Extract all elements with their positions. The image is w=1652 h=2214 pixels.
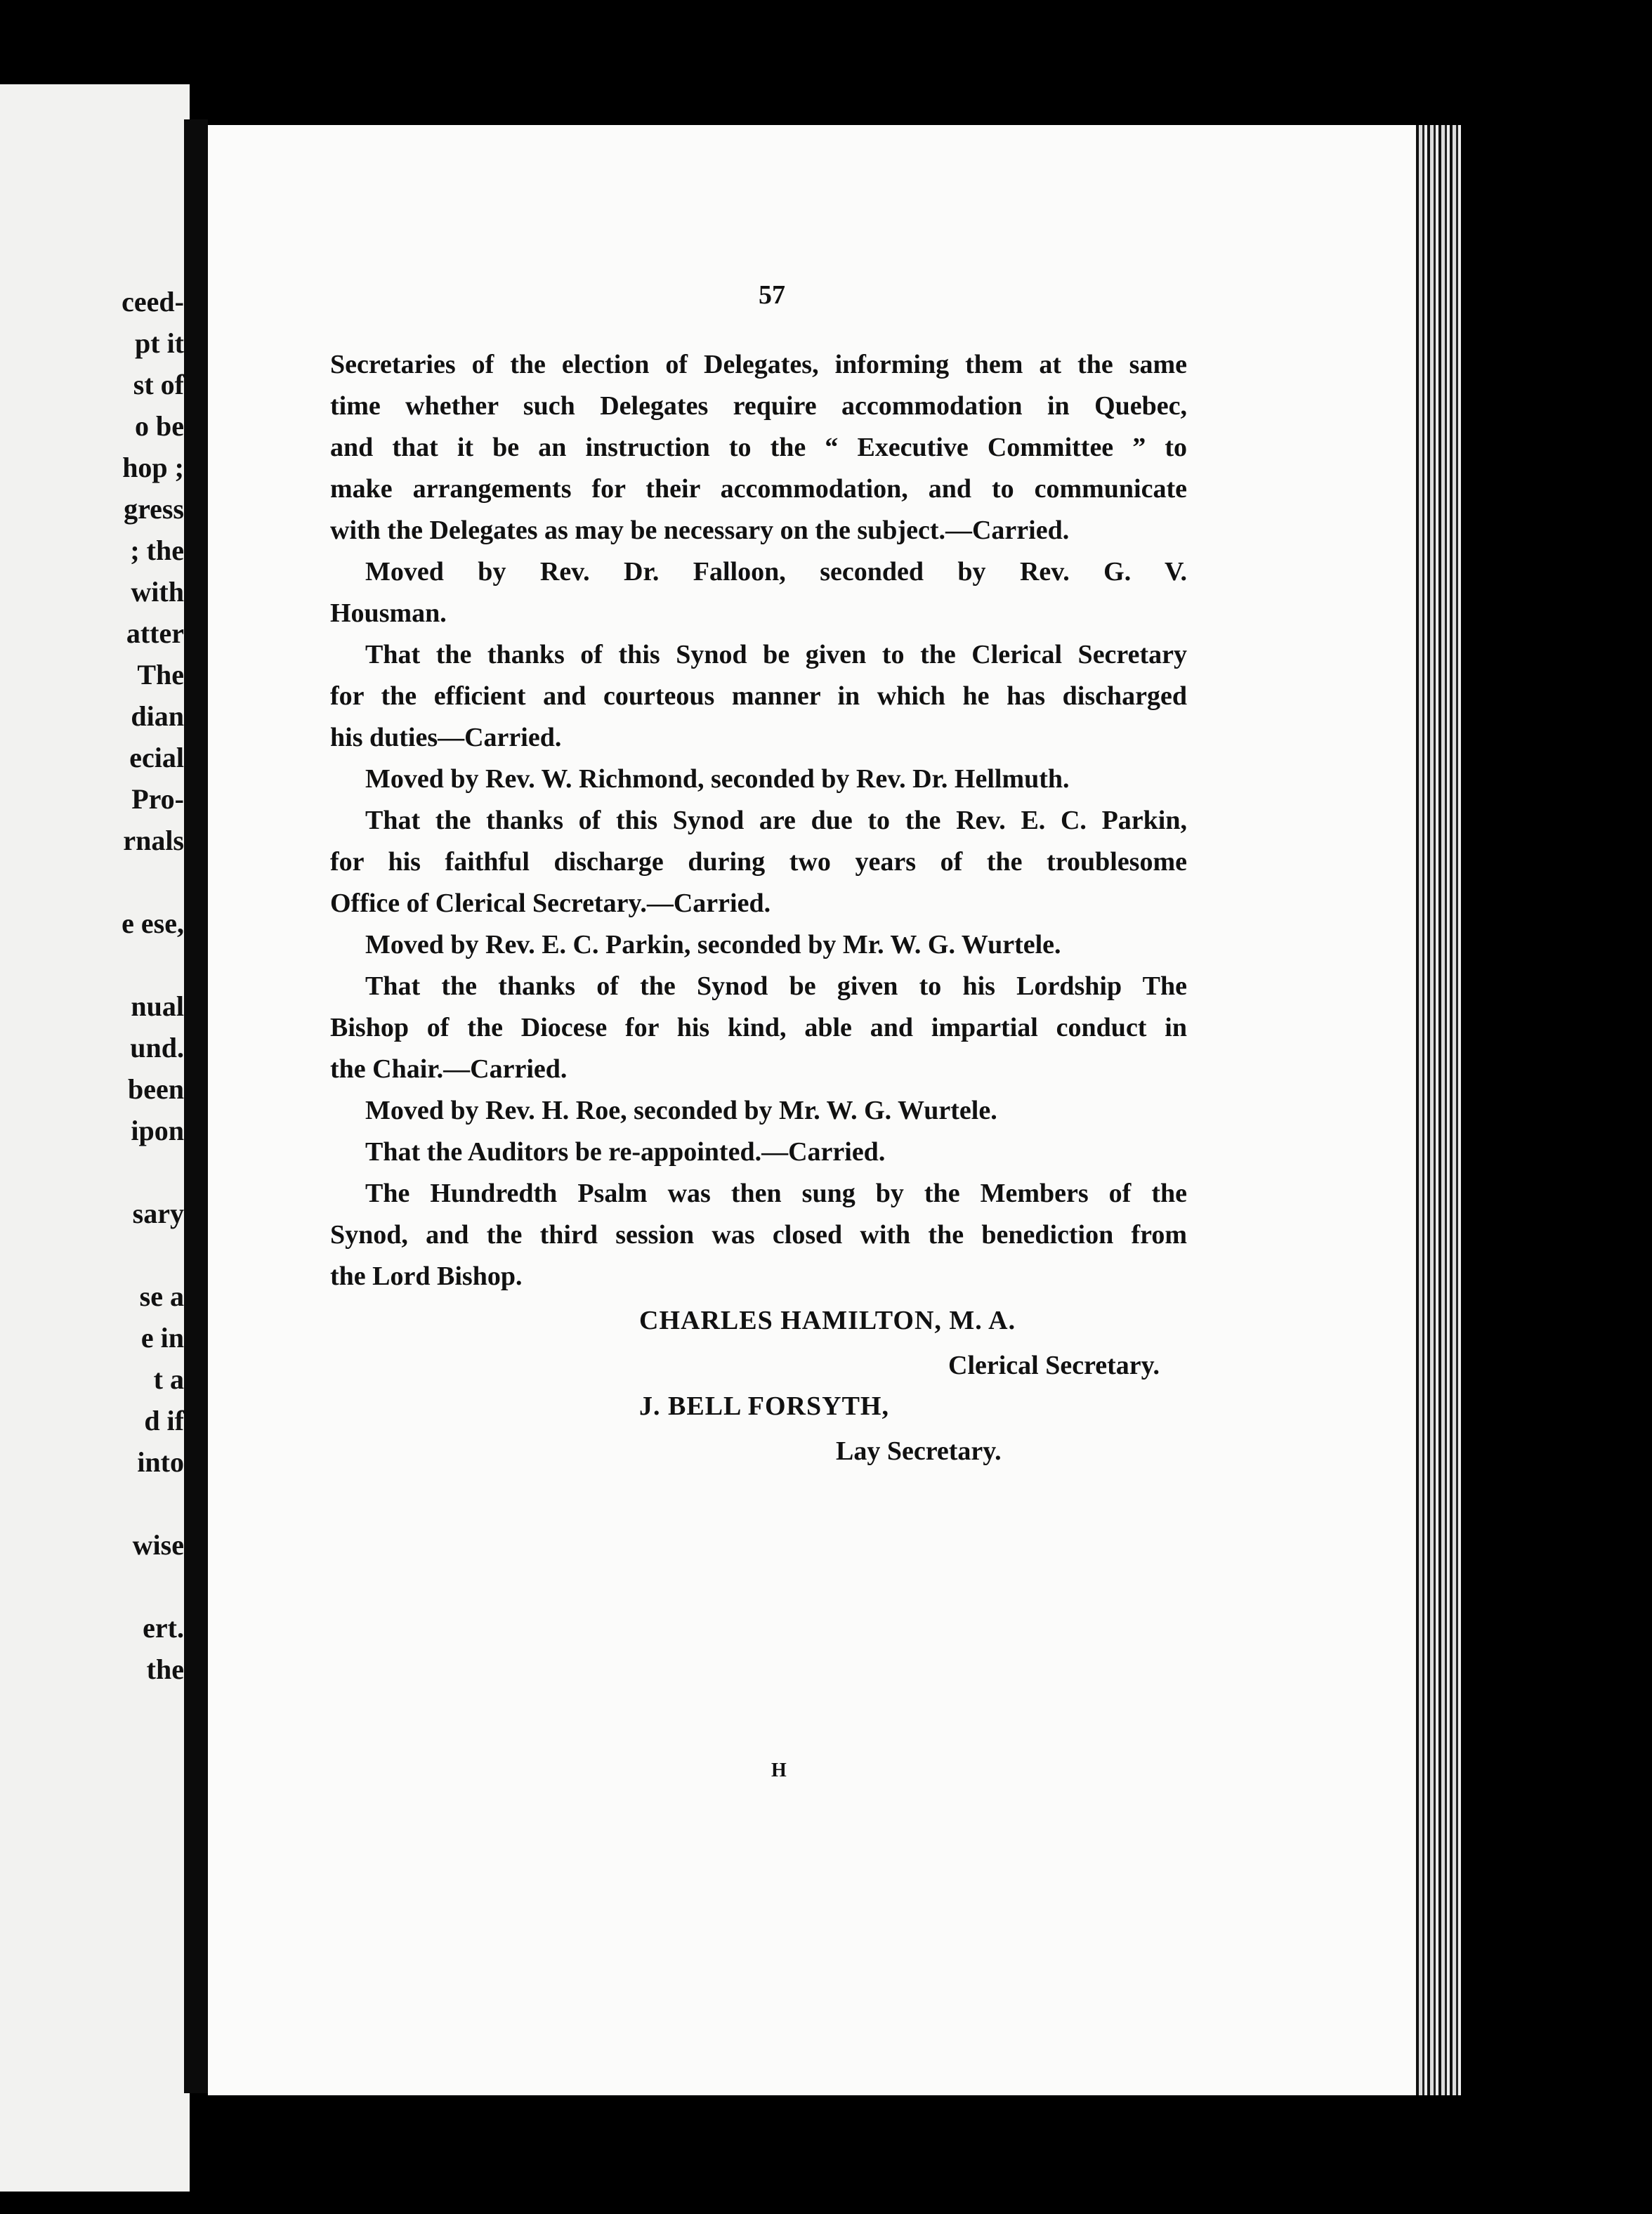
text-line: his duties—Carried. bbox=[330, 723, 562, 752]
text-line: That the thanks of the Synod be given to his Lordship The bbox=[365, 971, 1187, 1001]
left-facing-page bbox=[0, 84, 190, 2192]
left-page-fragment: t a bbox=[153, 1363, 184, 1395]
body-text bbox=[330, 344, 1187, 1297]
paragraph bbox=[330, 759, 1187, 800]
text-line: time whether such Delegates require accommodation in Quebec, bbox=[330, 391, 1187, 421]
lay-secretary-title: Lay Secretary. bbox=[836, 1436, 1002, 1466]
left-page-fragment: rnals bbox=[123, 825, 184, 856]
text-line: and that it be an instruction to the “ Executive Committee ” to bbox=[330, 433, 1187, 462]
left-page-fragment: ceed- bbox=[122, 286, 184, 317]
left-page-fragment: nual bbox=[131, 990, 184, 1022]
left-page-fragment: st of bbox=[133, 369, 184, 400]
left-page-fragment: been bbox=[128, 1073, 184, 1105]
paragraph bbox=[330, 1173, 1187, 1297]
text-line: make arrangements for their accommodation, and to communicate bbox=[330, 474, 1187, 504]
text-line: That the thanks of this Synod be given to the Clerical Secretary bbox=[365, 640, 1187, 669]
text-line: for the efficient and courteous manner in which he has discharged bbox=[330, 681, 1187, 711]
left-page-fragment: The bbox=[137, 659, 184, 690]
left-page-fragment: o be bbox=[135, 410, 184, 442]
left-page-fragment: the bbox=[146, 1653, 184, 1685]
text-line: Housman. bbox=[330, 598, 447, 628]
left-page-fragment: ; the bbox=[130, 535, 184, 566]
left-page-fragment: with bbox=[131, 576, 184, 608]
left-page-fragment: dian bbox=[131, 700, 184, 732]
text-line: The Hundredth Psalm was then sung by the Members of the bbox=[365, 1179, 1187, 1208]
left-page-fragment: atter bbox=[126, 617, 184, 649]
paragraph bbox=[330, 966, 1187, 1090]
paragraph bbox=[330, 551, 1187, 634]
text-line: Moved by Rev. W. Richmond, seconded by Rev. Dr. Hellmuth. bbox=[365, 764, 1070, 794]
left-page-fragment: ecial bbox=[129, 742, 184, 773]
text-line: the Lord Bishop. bbox=[330, 1262, 523, 1291]
paragraph bbox=[330, 344, 1187, 551]
clerical-secretary-name: CHARLES HAMILTON, M. A. bbox=[639, 1306, 1016, 1335]
left-page-fragment: ert. bbox=[143, 1612, 184, 1644]
book-gutter bbox=[184, 119, 208, 2093]
lay-secretary-name: J. BELL FORSYTH, bbox=[639, 1391, 889, 1421]
left-page-fragment: d if bbox=[144, 1405, 184, 1436]
text-line: the Chair.—Carried. bbox=[330, 1054, 568, 1084]
text-line: Office of Clerical Secretary.—Carried. bbox=[330, 889, 771, 918]
left-page-fragment: se a bbox=[139, 1280, 184, 1312]
left-page-fragment: ipon bbox=[131, 1115, 184, 1146]
left-page-fragment: sary bbox=[132, 1198, 184, 1229]
left-page-fragment: gress bbox=[124, 493, 184, 525]
text-line: Secretaries of the election of Delegates, informing them at the same bbox=[330, 350, 1187, 379]
paragraph bbox=[330, 924, 1187, 966]
left-page-fragment: pt it bbox=[135, 327, 184, 359]
left-page-fragment: und. bbox=[130, 1032, 184, 1063]
paragraph bbox=[330, 1090, 1187, 1132]
left-page-fragment: into bbox=[137, 1446, 184, 1478]
text-line: Synod, and the third session was closed with the benediction from bbox=[330, 1220, 1187, 1250]
text-line: Bishop of the Diocese for his kind, able and impartial conduct in bbox=[330, 1013, 1187, 1042]
page-number: 57 bbox=[759, 280, 785, 310]
text-line: Moved by Rev. Dr. Falloon, seconded by Rev. G. V. bbox=[365, 557, 1187, 587]
text-line: Moved by Rev. E. C. Parkin, seconded by Mr. W. G. Wurtele. bbox=[365, 930, 1061, 959]
text-line: for his faithful discharge during two years of the troublesome bbox=[330, 847, 1187, 877]
paragraph bbox=[330, 1132, 1187, 1173]
paragraph bbox=[330, 800, 1187, 924]
text-line: Moved by Rev. H. Roe, seconded by Mr. W. G. Wurtele. bbox=[365, 1096, 997, 1125]
paragraph bbox=[330, 634, 1187, 759]
left-page-fragment: e in bbox=[140, 1322, 184, 1354]
printer-signature-mark: H bbox=[771, 1760, 787, 1781]
left-page-fragment: Pro- bbox=[131, 783, 184, 815]
text-line: That the Auditors be re-appointed.—Carried. bbox=[365, 1137, 886, 1167]
left-page-fragment: wise bbox=[132, 1529, 184, 1561]
left-page-fragment: hop ; bbox=[122, 452, 184, 483]
text-line: with the Delegates as may be necessary on the subject.—Carried. bbox=[330, 516, 1070, 545]
text-line: That the thanks of this Synod are due to the Rev. E. C. Parkin, bbox=[365, 806, 1187, 835]
page-edge bbox=[1416, 125, 1461, 2095]
clerical-secretary-title: Clerical Secretary. bbox=[948, 1351, 1160, 1380]
left-page-fragment: e ese, bbox=[122, 908, 184, 939]
